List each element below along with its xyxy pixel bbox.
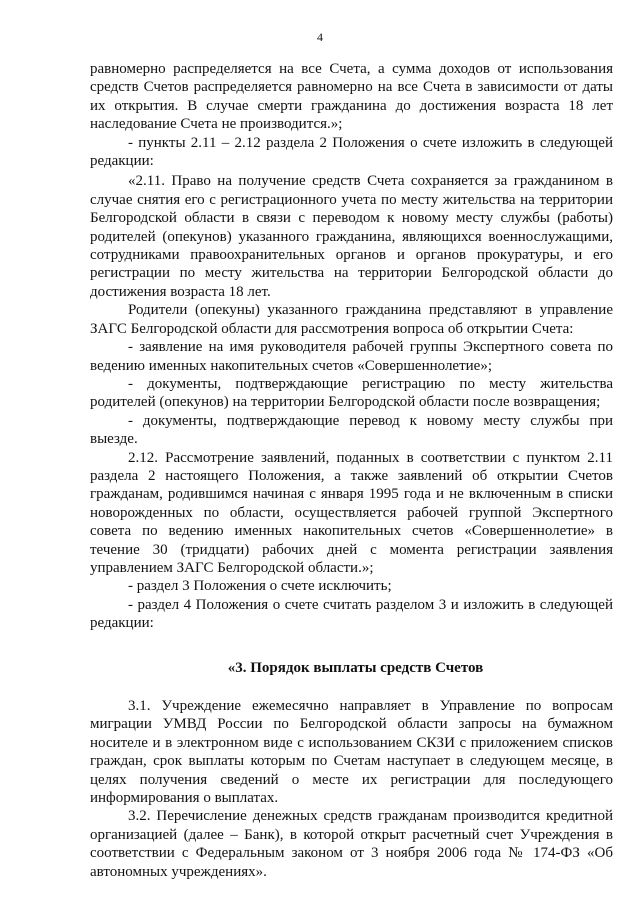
paragraph-3-1: 3.1. Учреждение ежемесячно направляет в Управление по вопросам миграции УМВД России по Белгородской области запросы на бумажном носителе и в электронном виде с использованием СКЗИ с приложением списков граждан, срок выплаты которым по Счетам наступает в следующем месяце, в целях получения сведений о месте их регистрации для последующего информирования о выплатах. xyxy=(90,698,613,807)
document-body xyxy=(90,60,613,881)
paragraph-3-2: 3.2. Перечисление денежных средств гражданам производится кредитной организацией (далее – Банк), в которой открыт расчетный счет Учреждения в соответствии с Федеральным законом от 3 ноября 2006 года № 174-ФЗ «Об автономных учреждениях». xyxy=(90,808,613,880)
paragraph-amend-2-11: - пункты 2.11 – 2.12 раздела 2 Положения о счете изложить в следующей редакции: xyxy=(90,134,613,170)
paragraph-continuation: равномерно распределяется на все Счета, а сумма доходов от использования средств Счетов распределяется равномерно на все Счета в зависимости от даты их открытия. В случае смерти гражданина до достижения возраста 18 лет наследование Счета не производится.»; xyxy=(90,61,613,133)
list-item-registration-docs: - документы, подтверждающие регистрацию по месту жительства родителей (опекунов) на территории Белгородской области после возвращения; xyxy=(90,375,613,411)
paragraph-2-12: 2.12. Рассмотрение заявлений, поданных в соответствии с пунктом 2.11 раздела 2 настоящего Положения, а также заявлений об открытии Счетов гражданам, родившимся начиная с января 1995 года и не включенным в списки новорожденных по области, осуществляется рабочей группой Экспертного совета по ведению именных накопительных счетов «Совершеннолетие» в течение 30 (тридцати) рабочих дней с момента регистрации заявления управлением ЗАГС Белгородской области.»; xyxy=(90,449,613,576)
list-item-transfer-docs: - документы, подтверждающие перевод к новому месту службы при выезде. xyxy=(90,412,613,448)
list-item-application: - заявление на имя руководителя рабочей группы Экспертного совета по ведению именных накопительных счетов «Совершеннолетие»; xyxy=(90,339,613,374)
section-heading: «3. Порядок выплаты средств Счетов xyxy=(227,659,484,676)
list-item-section-4-rename: - раздел 4 Положения о счете считать разделом 3 и изложить в следующей редакции: xyxy=(90,596,613,632)
paragraph-2-11: «2.11. Право на получение средств Счета сохраняется за гражданином в случае снятия его с регистрационного учета по месту жительства на территории Белгородской области в связи с переводом к новому месту службы (работы) родителей (опекунов) указанного гражданина, являющихся военнослужащими, сотрудниками правоохранительных органов и органов прокуратуры, и его регистрации по месту жительства на территории Белгородской области до достижения возраста 18 лет. xyxy=(90,173,613,300)
list-item-section-3-exclude: - раздел 3 Положения о счете исключить; xyxy=(128,578,392,595)
page-number: 4 xyxy=(317,30,323,44)
paragraph-parents: Родители (опекуны) указанного гражданина представляют в управление ЗАГС Белгородской области для рассмотрения вопроса об открытии Счета: xyxy=(90,302,613,337)
